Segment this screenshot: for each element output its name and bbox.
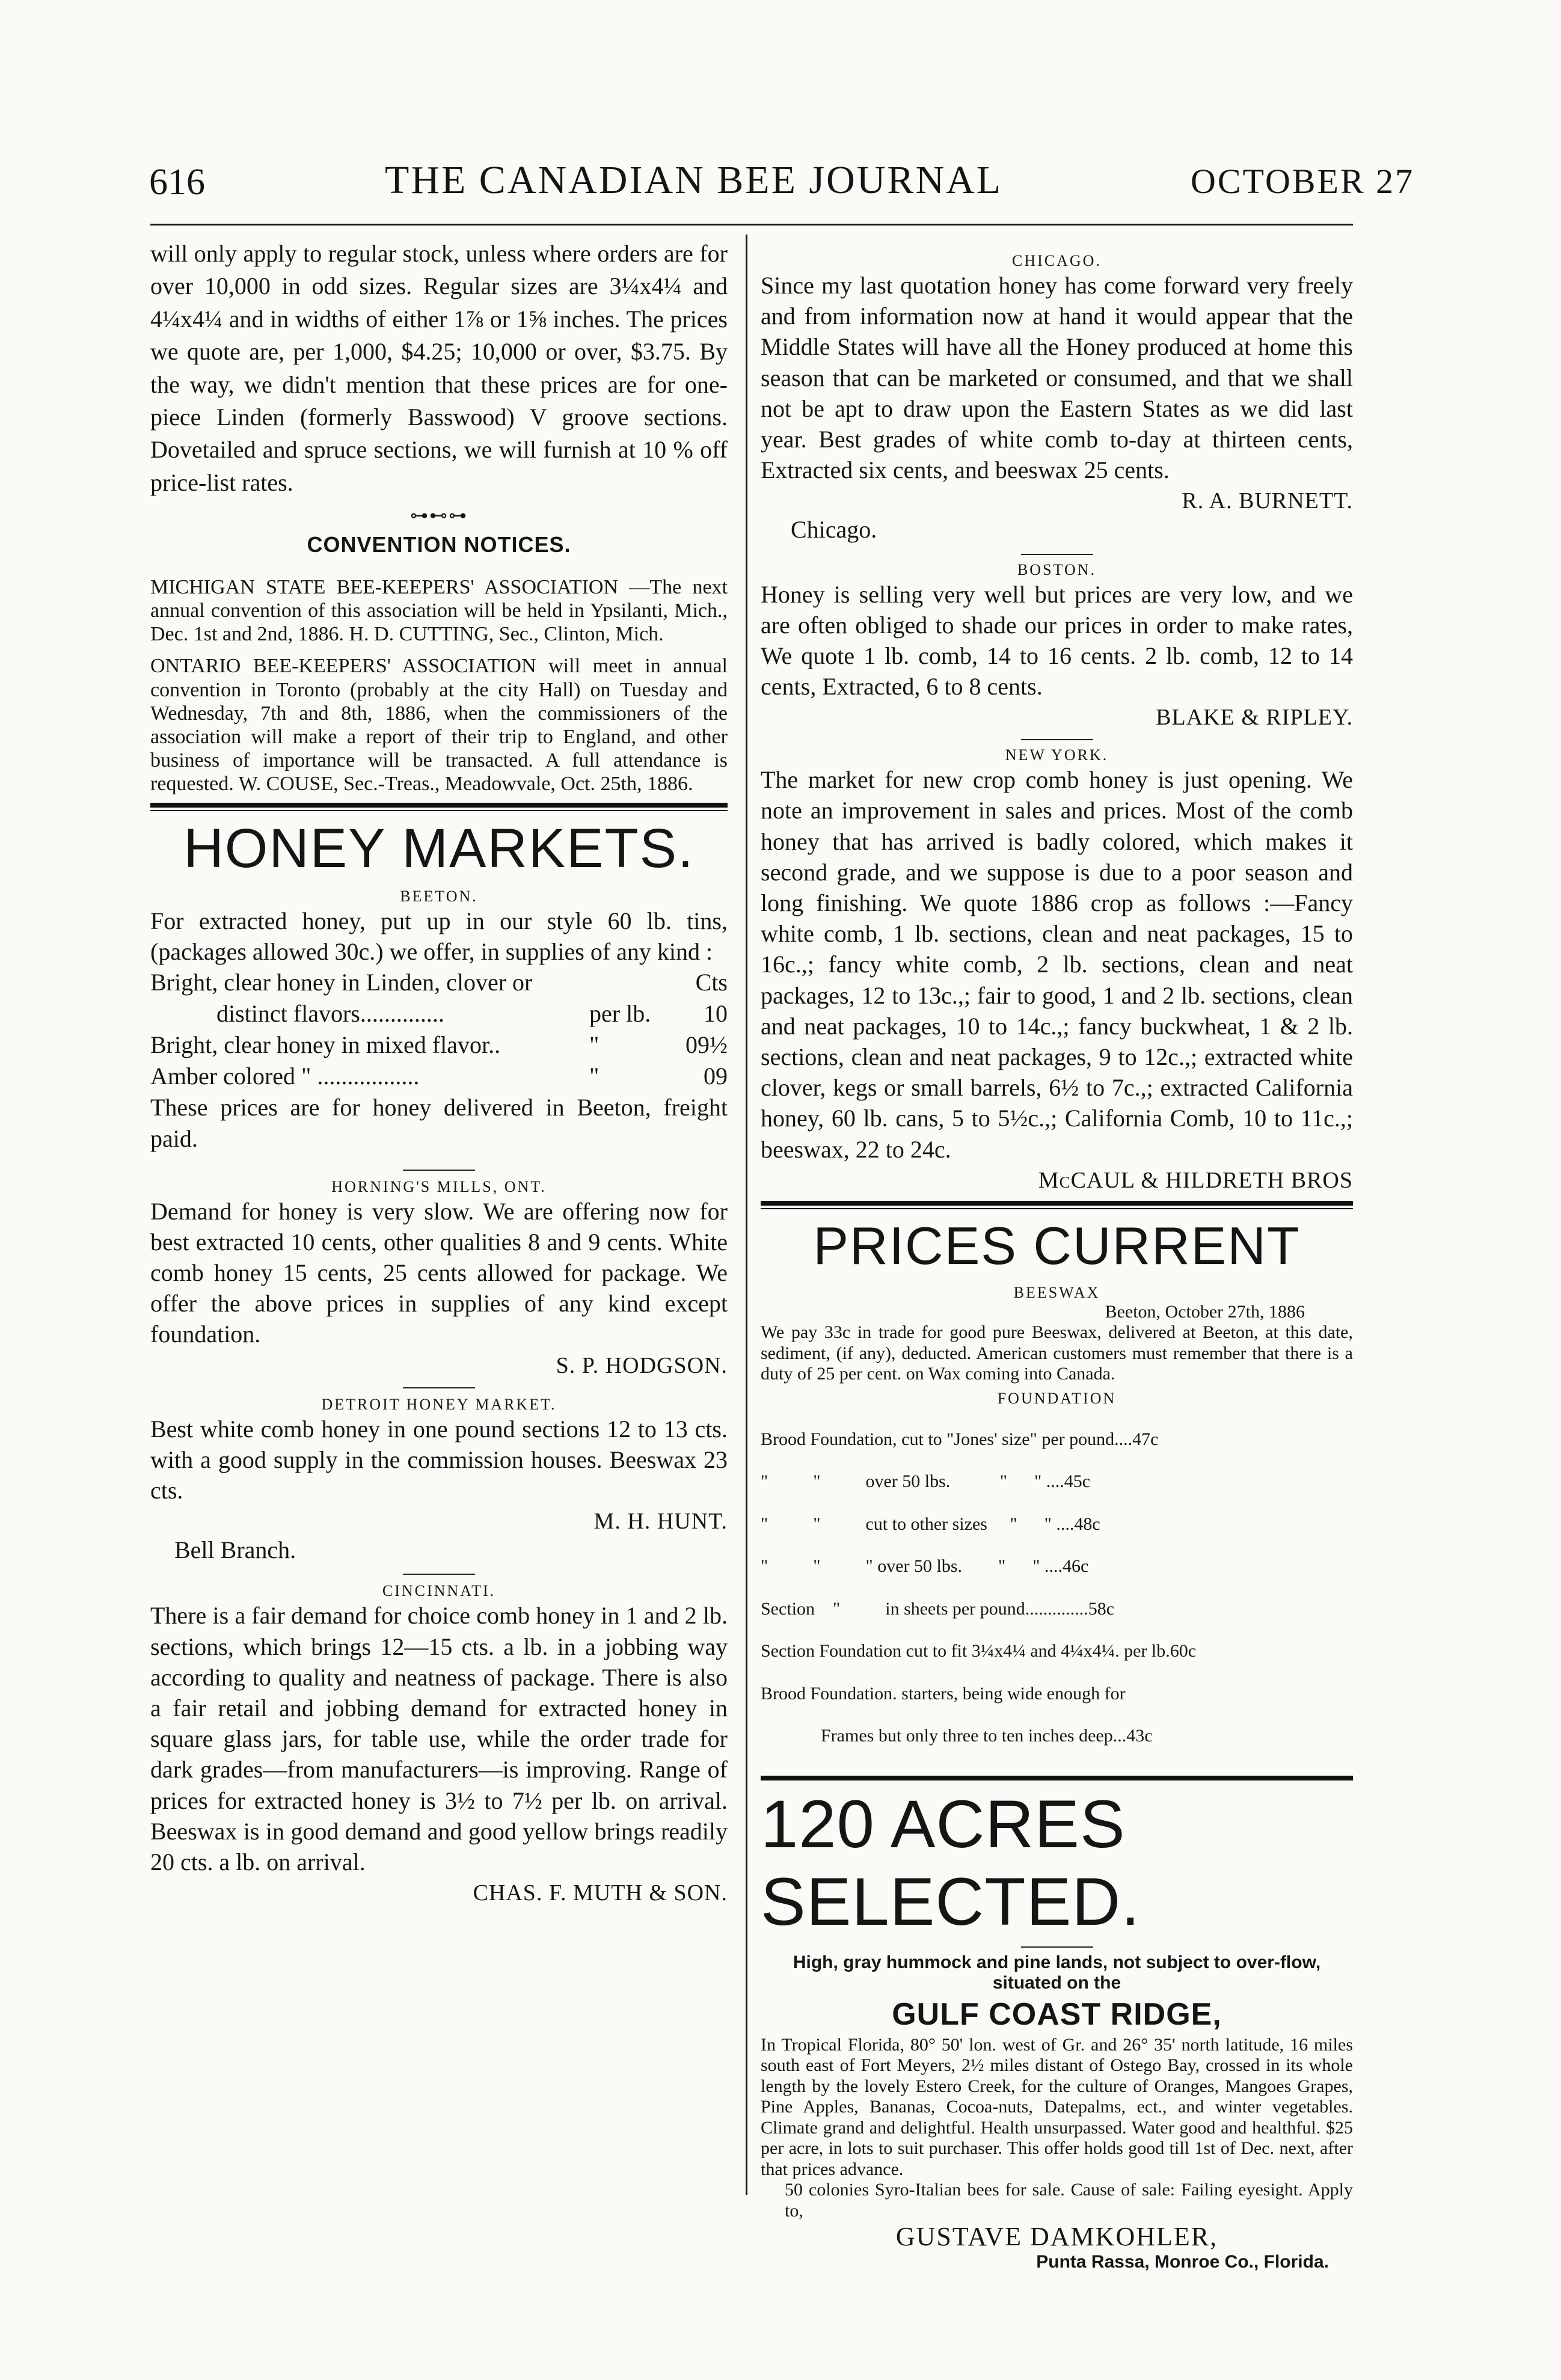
foundation-line: Section " in sheets per pound..............58c (761, 1598, 1115, 1619)
chicago-title: CHICAGO. (1012, 252, 1102, 269)
boston-signature: BLAKE & RIPLEY. (1156, 705, 1353, 731)
hornings-body: Demand for honey is very slow. We are offering now for best extracted 10 cents, other qualities 8 and 9 cents. White comb honey 15 cents, 25 cents allowed for package. We offer the above prices in supplies of any kind except foundation. (150, 1197, 728, 1348)
price-row: Bright, clear honey in Linden, clover or Cts (150, 969, 728, 996)
advertiser-name: GUSTAVE DAMKOHLER, (895, 2222, 1218, 2252)
foundation-line: Brood Foundation, cut to "Jones' size" per pound....47c (761, 1429, 1159, 1449)
foundation-line: Section Foundation cut to fit 3¼x4¼ and 4¼x4¼. per lb.60c (761, 1641, 1197, 1661)
page-number: 616 (149, 162, 205, 203)
cincinnati-title: CINCINNATI. (382, 1582, 496, 1600)
detroit-signature: M. H. HUNT. (593, 1509, 728, 1535)
intro-paragraph: will only apply to regular stock, unless where orders are for over 10,000 in odd sizes. Regular sizes are 3¼x4¼ and 4¼x4¼ and in widths of either 1⅞ or 1⅝ inches. The prices we quote are, per 1,000, $4.25; 10,000 or over, $3.75. By the way, we didn't mention that these prices are for one-piece Linden (formerly Basswood) V groove sections. Dovetailed and spruce sections, we will furnish at 10 % off price-list rates. (150, 240, 728, 496)
detroit-body: Best white comb honey in one pound sections 12 to 13 cts. with a good supply in the commission houses. Beeswax 23 cts. (150, 1415, 728, 1504)
new-york-title: NEW YORK. (1005, 746, 1109, 764)
convention-heading: CONVENTION NOTICES. (307, 532, 571, 557)
hornings-title: HORNING'S MILLS, ONT. (331, 1177, 547, 1195)
left-column (150, 238, 728, 1906)
foundation-price-list (761, 1408, 1353, 1768)
chicago-body: Since my last quotation honey has come forward very freely and from information now at hand it would appear that the Middle States will have all the Honey produced at home this season that can be marketed or consumed, and that we shall not be apt to draw upon the Eastern States as we did last year. Best grades of white comb to-day at thirteen cents, Extracted six cents, and beeswax 25 cents. (761, 272, 1353, 484)
prices-current-heading: PRICES CURRENT (813, 1215, 1301, 1275)
hornings-signature: S. P. HODGSON. (556, 1352, 728, 1378)
advertiser-address: Punta Rassa, Monroe Co., Florida. (1036, 2252, 1329, 2272)
ornament-divider: ⊶⊷⊶ (410, 506, 468, 526)
chicago-signature: R. A. BURNETT. (1182, 488, 1353, 514)
issue-date: OCTOBER 27 (1191, 162, 1415, 201)
cincinnati-body: There is a fair demand for choice comb honey in 1 and 2 lb. sections, which brings 12—15 cts. a lb. in a jobbing way according to quality and neatness of package. There is also a fair retail and jobbing demand for extracted honey in square glass jars, for table use, while the order trade for dark grades—from manufacturers—is improving. Range of prices for extracted honey is 3½ to 7½ per lb. on arrival. Beeswax is in good demand and good yellow brings readily 20 cts. a lb. on arrival. (150, 1602, 728, 1875)
rule-thin (761, 1208, 1353, 1209)
beeton-note: These prices are for honey delivered in Beeton, freight paid. (150, 1094, 728, 1152)
page-header (0, 0, 1561, 241)
detroit-title: DETROIT HONEY MARKET. (321, 1395, 557, 1413)
beeton-intro: For extracted honey, put up in our style 60 lb. tins, (packages allowed 30c.) we offer, in supplies of any kind : (150, 907, 728, 966)
column-divider (746, 235, 747, 2195)
michigan-notice: MICHIGAN STATE BEE-KEEPERS' ASSOCIATION —The next annual convention of this association will be held in Ypsilanti, Mich., Dec. 1st and 2nd, 1886. H. D. CUTTING, Sec., Clinton, Mich. (150, 576, 728, 646)
detroit-place: Bell Branch. (174, 1536, 296, 1564)
chicago-place: Chicago. (791, 516, 877, 544)
rule-thin (150, 810, 728, 811)
foundation-title: FOUNDATION (997, 1389, 1117, 1407)
new-york-signature: McCAUL & HILDRETH BROS (1038, 1167, 1353, 1193)
rule-thick (150, 803, 728, 808)
acres-intro: High, gray hummock and pine lands, not subject to over-flow, situated on the (793, 1952, 1321, 1993)
ontario-notice: ONTARIO BEE-KEEPERS' ASSOCIATION will meet in annual convention in Toronto (probably at the city Hall) on Tuesday and Wednesday, 7th and 8th, 1886, when the commissioners of the association will make a report of their trip to England, and other business of importance will be transacted. A full attendance is requested. W. COUSE, Sec.-Treas., Meadowvale, Oct. 25th, 1886. (150, 655, 728, 795)
boston-body: Honey is selling very well but prices are very low, and we are often obliged to shade our prices in order to make rates, We quote 1 lb. comb, 14 to 16 cents. 2 lb. comb, 12 to 14 cents, Extracted, 6 to 8 cents. (761, 580, 1353, 701)
beeswax-dateline: Beeton, October 27th, 1886 (1105, 1301, 1305, 1322)
beeton-title: BEETON. (400, 887, 478, 905)
foundation-line: Brood Foundation. starters, being wide enough for (761, 1683, 1126, 1704)
journal-title: THE CANADIAN BEE JOURNAL (385, 158, 1003, 202)
beeswax-title: BEESWAX (1013, 1283, 1100, 1301)
honey-markets-heading: HONEY MARKETS. (183, 817, 695, 879)
rule-thick (761, 1776, 1353, 1780)
price-row: distinct flavors.............. per lb. 10 (216, 1000, 728, 1028)
foundation-line: " " cut to other sizes " " ....48c (761, 1514, 1100, 1534)
new-york-body: The market for new crop comb honey is just opening. We note an improvement in sales and prices. Most of the comb honey that has arrived is badly colored, which makes it second grade, and we suppose is due to a poor season and long finishing. We quote 1886 crop as follows :—Fancy white comb, 1 lb. sections, clean and neat packages, 15 to 16c.,; fancy white comb, 2 lb. sections, clean and neat packages, 12 to 13c.,; fair to good, 1 and 2 lb. sections, clean and neat packages, 10 to 14c.,; fancy buckwheat, 1 & 2 lb. sections, clean and neat packages, 9 to 12c.,; extracted white clover, kegs or small barrels, 6½ to 7c.,; extracted California honey, 60 lb. cans, 5 to 5½c.,; California Comb, 10 to 11c.,; beeswax, 22 to 24c. (761, 766, 1353, 1163)
foundation-line: Frames but only three to ten inches deep...43c (821, 1726, 1153, 1746)
beeton-price-table (150, 967, 728, 1092)
acres-heading: 120 ACRES SELECTED. (761, 1786, 1141, 1939)
foundation-line: " " " over 50 lbs. " " ....46c (761, 1556, 1089, 1577)
foundation-line: " " over 50 lbs. " " ....45c (761, 1471, 1091, 1492)
acres-body: In Tropical Florida, 80° 50' lon. west of Gr. and 26° 35' north latitude, 16 miles south east of Fort Meyers, 2½ miles distant of Ostego Bay, crossed in its whole length by the lovely Estero Creek, for the culture of Oranges, Mangoes Grapes, Pine Apples, Bananas, Cocoa-nuts, Datepalms, ect., and winter vegetables. Climate grand and delightful. Health unsurpassed. Water good and healthful. $25 per acre, in lots to suit purchaser. This offer holds good till 1st of Dec. next, after that prices advance. (761, 2034, 1353, 2179)
colonies-notice: 50 colonies Syro-Italian bees for sale. Cause of sale: Failing eyesight. Apply to, (785, 2180, 1353, 2221)
cincinnati-signature: CHAS. F. MUTH & SON. (473, 1880, 728, 1906)
rule-thick (761, 1201, 1353, 1206)
gulf-coast-ridge: GULF COAST RIDGE, (892, 1996, 1222, 2032)
right-column (761, 238, 1353, 2273)
header-rule (150, 224, 1353, 225)
beeswax-body: We pay 33c in trade for good pure Beeswax, delivered at Beeton, at this date, sediment, (if any), deducted. American customers must remember that there is a duty of 25 per cent. on Wax coming into Canada. (761, 1322, 1353, 1384)
boston-title: BOSTON. (1017, 560, 1097, 578)
price-row: Bright, clear honey in mixed flavor.. " 09½ (150, 1031, 728, 1059)
price-row: Amber colored " ................. " 09 (150, 1063, 728, 1090)
